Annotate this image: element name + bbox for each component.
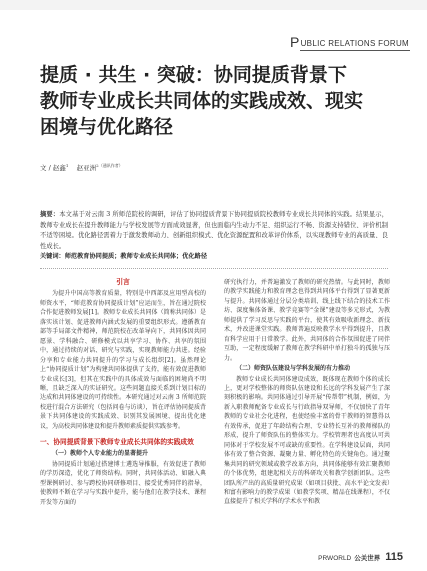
author-affiliation: 1 bbox=[65, 163, 69, 168]
abstract-divider bbox=[40, 268, 388, 269]
section-rule bbox=[300, 50, 410, 51]
section-initial: P bbox=[289, 34, 300, 50]
keywords-text: 师范教育协同提质；教师专业成长共同体；优化路径 bbox=[64, 253, 208, 260]
body-paragraph: 协同提质计划通过搭建博士遴选导推服，有效促进了教师的学历深造，优化了师资结构。同时，共同体活动、如融入典型课例研讨、参与跨校协同研修项目、接受优秀同伴的指导，使教师不断在学习与实践中提升，能与他们在教学技术、课程开发等方面的 bbox=[40, 460, 206, 506]
abstract bbox=[40, 210, 388, 252]
intro-paragraph: 为提升中国高等教育质量，特别是中西部及应用型高校的师资水平，“师范教育协同提质计划”应运而生，旨在通过院校合作促进教师发展[1]。教师专业成长共同体（简称共同体）是落实该计划、促进教师内涵式发展的重要组织形式。遵循教育部等手局部文件精神，师范院校在改革导向下，共同体因共同愿景、学科融合、研修模式以共享学习、协作、共享的氛围中，通过持续的对话、研究与实践，实现教师能力共进。经验分享和专业能力共同提升的学习与成长组织[2]。虽然理论上“协同提质计划”为构建共同体提供了支持，能有效促进教师专业成长[3]，但其在实践中的具体成效与面临的困境尚不明晰，且缺乏深入的实证研究。这些问题直接关系到计划目标的达成和共同体建设的可持续性。本研究通过对云南 3 所师范院校进行混合方法研究（包括问卷与访谈），旨在评估协同提质背景下共同体建设的实践成效、识别其发展困境、提出优化建议，为高校共同体建设和提升教师素质提供实践参考。 bbox=[40, 290, 206, 430]
subsection-heading: （一）教师个人专业能力的显著提升 bbox=[52, 450, 149, 458]
abstract-label: 摘要： bbox=[40, 211, 60, 218]
top-band bbox=[0, 0, 427, 10]
keywords-label: 关键词： bbox=[40, 253, 65, 260]
footer-brand: PRWORLD bbox=[318, 555, 352, 562]
intro-heading: 引言 bbox=[116, 278, 130, 286]
body-column-right bbox=[224, 278, 390, 507]
byline-prefix: 文 / bbox=[40, 164, 51, 173]
section-name: UBLIC RELATIONS FORUM bbox=[300, 39, 409, 48]
page-footer bbox=[318, 551, 403, 563]
title-line: 提质 · 共生 · 突破：协同提质背景下 bbox=[40, 64, 347, 86]
article-title bbox=[40, 62, 400, 140]
section-heading: 一、协同提质背景下教师专业成长共同体的实践成效 bbox=[40, 438, 194, 447]
author-name: 赵亚洲 bbox=[76, 164, 97, 173]
author-affiliation: 2（通讯作者） bbox=[96, 163, 123, 168]
body-paragraph: 教师专业成长共同体建设成效，既体现在教师个体的成长上，更对学校整体的师资队伍建设和长远的学科发展产生了深刻积极的影响。共同体通过引导开展“传帮带”机制，例如，为新入职教师配备专业成长与行政指导双导师，不仅加快了青年教师的专业社会化进程，也使经验丰富的骨干教师的智慧得以有效传承，促进了年龄结构合理、专业特长互补的教师梯队的形成，提升了师资队伍的整体实力。学校管理者也高度认可共同体对于学校发展不可或缺的重要性。在学科建设层面，共同体有效了整合资源、凝聚力量、孵化特色的关键角色。通过聚集共同的研究领域或教学改革方向，共同体能够有效汇聚教师的个体优势，组建起相关方的科研攻关和教学创新团队。这些团队所产出的高质量研究成果（如项目获批、高水平论文发表）和富有影响力的教学成果（如教学奖项、精品在线课程），不仅直接提升了相关学科的学术水平和教 bbox=[224, 375, 390, 506]
body-paragraph bbox=[224, 278, 390, 363]
abstract-text: 本文基于对云南 3 所师范院校的调研，评估了协同提质背景下协同提质院校教师专业成长共同体的实践。结果显示，教师专业成长在提升教师能力与学校发展等方面成效显著，但也面临内生动力不足、组织运行不畅、资源支持错位、评价机制不适等困境。优化路径需着力于激发教师动力、创新组织模式、优化资源配置和改革评价体系，以实现教师专业的高质量、良性成长。 bbox=[40, 211, 389, 250]
section-header bbox=[290, 36, 409, 48]
page-number: 115 bbox=[385, 551, 403, 563]
byline bbox=[40, 163, 123, 172]
keywords bbox=[40, 252, 388, 262]
footer-magazine: 公关世界 bbox=[354, 555, 381, 562]
title-line: 困境与优化路径 bbox=[40, 116, 174, 138]
continued-text: 研究执行力，并普遍激发了教师的研究热情。与此同时，教师的教学实践能力和教育理念也得到共同体平台得到了显著更新与提升。共同体通过分层分类培训、线上线下结合的技术工作坊、深度集体备课、教学竞赛等“金课”建设等多元形式，为教师提供了学习反思与实践的平台，使其有效吸收新理念、新技术，并改进课堂实践。教师普遍反映教学水平得到提升，且教育科学应用于日常教学。此外，共同体的合作氛围促进了同伴互助，一定程度缓解了教师在教学科研中单打独斗的孤独与压力。 bbox=[224, 279, 390, 362]
title-line: 教师专业成长共同体的实践成效、现实 bbox=[40, 90, 364, 112]
body-column-left bbox=[40, 278, 206, 507]
author-name: 赵鑫 bbox=[52, 164, 66, 173]
subsection-heading: （二）师资队伍建设与学科发展的有力推动 bbox=[236, 365, 351, 373]
